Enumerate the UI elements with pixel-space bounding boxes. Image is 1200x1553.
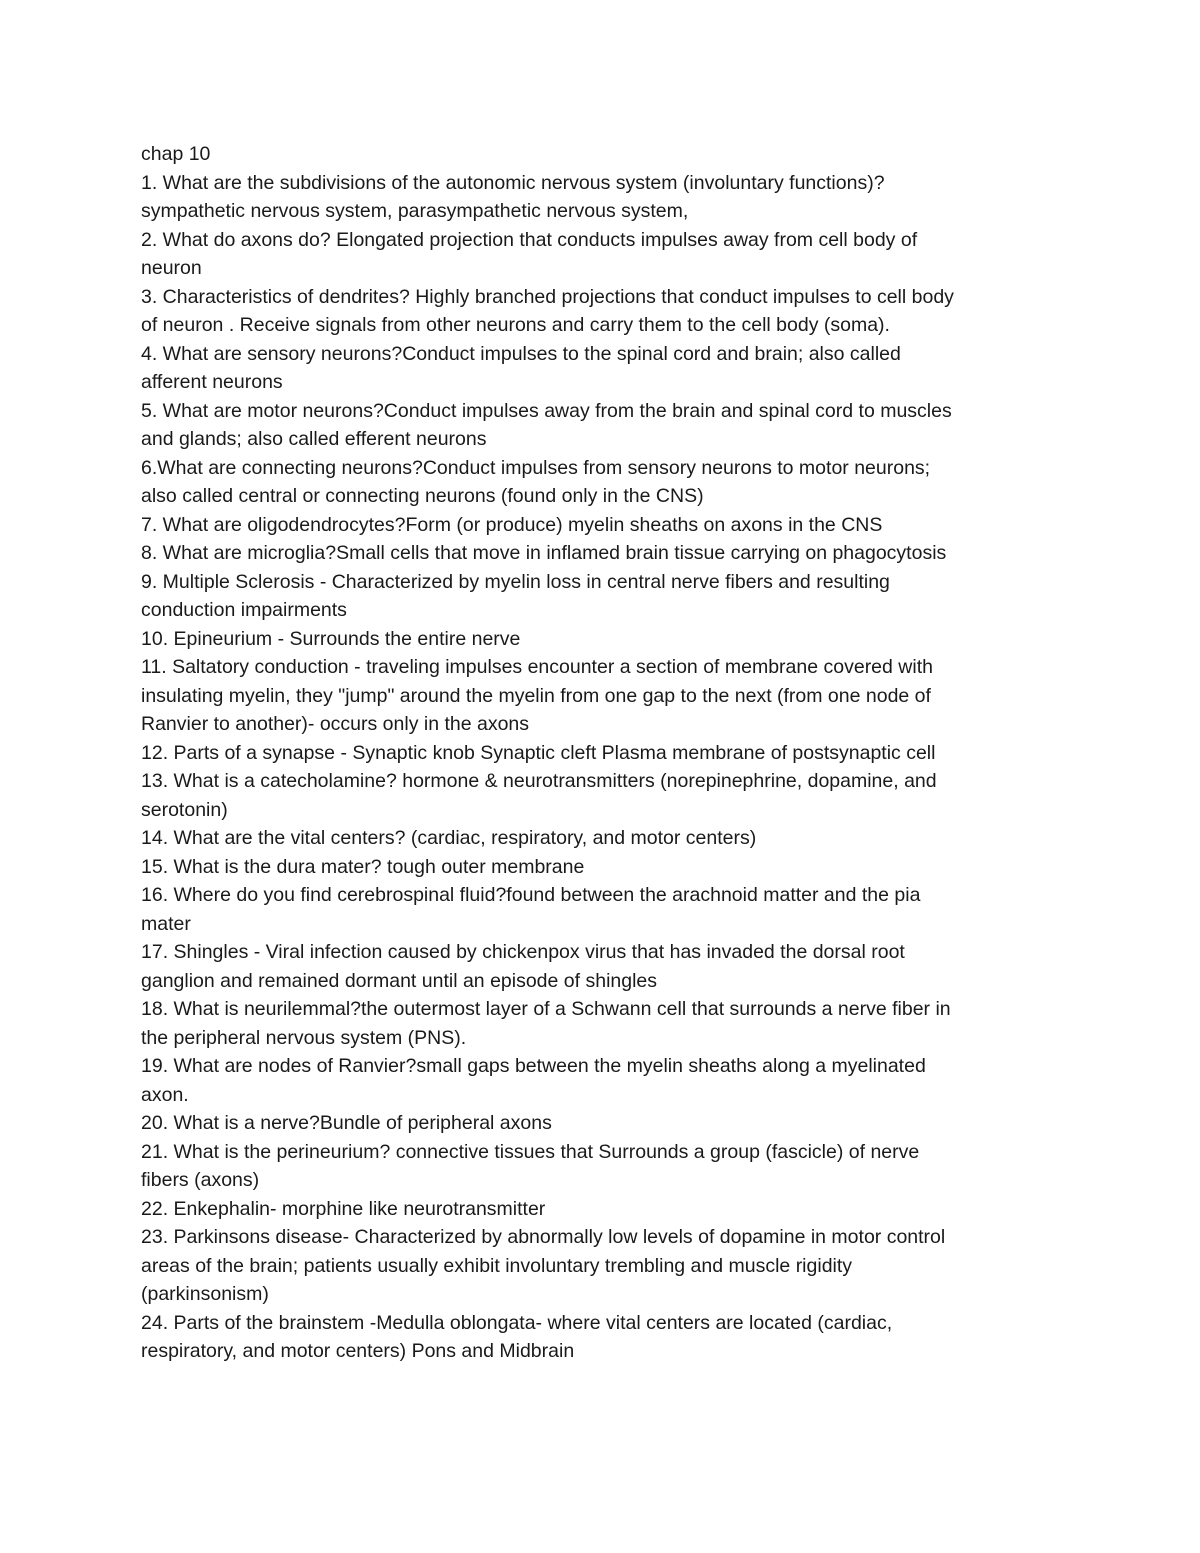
document-line: ganglion and remained dormant until an episode of shingles <box>141 969 658 992</box>
document-line: 4. What are sensory neurons?Conduct impulses to the spinal cord and brain; also called <box>141 342 901 365</box>
document-line: (parkinsonism) <box>141 1283 269 1305</box>
document-line: 24. Parts of the brainstem -Medulla oblongata- where vital centers are located (cardiac, <box>141 1311 893 1334</box>
document-line: 20. What is a nerve?Bundle of peripheral axons <box>141 1112 552 1134</box>
document-line: 12. Parts of a synapse - Synaptic knob Synaptic cleft Plasma membrane of postsynaptic cell <box>141 741 936 764</box>
document-line: neuron <box>141 257 202 279</box>
document-line: sympathetic nervous system, parasympathetic nervous system, <box>141 200 689 222</box>
document-line: 3. Characteristics of dendrites? Highly branched projections that conduct impulses to cell body <box>141 285 954 308</box>
document-line: areas of the brain; patients usually exhibit involuntary trembling and muscle rigidity <box>141 1254 853 1277</box>
document-line: afferent neurons <box>141 371 283 393</box>
document-line: 14. What are the vital centers? (cardiac, respiratory, and motor centers) <box>141 827 757 849</box>
document-line: 1. What are the subdivisions of the autonomic nervous system (involuntary functions)? <box>141 171 885 194</box>
document-line: 16. Where do you find cerebrospinal fluid?found between the arachnoid matter and the pia <box>141 884 921 906</box>
document-line: 17. Shingles - Viral infection caused by chickenpox virus that has invaded the dorsal root <box>141 941 905 963</box>
document-line: 9. Multiple Sclerosis - Characterized by myelin loss in central nerve fibers and resulting <box>141 570 890 593</box>
document-body <box>141 140 1061 1366</box>
document-line: 11. Saltatory conduction - traveling impulses encounter a section of membrane covered with <box>141 656 933 678</box>
document-line: insulating myelin, they "jump" around the myelin from one gap to the next (from one node of <box>141 684 931 707</box>
document-heading: chap 10 <box>141 143 211 165</box>
document-line: 23. Parkinsons disease- Characterized by abnormally low levels of dopamine in motor control <box>141 1226 946 1248</box>
document-line: mater <box>141 912 191 935</box>
document-line: respiratory, and motor centers) Pons and Midbrain <box>141 1340 575 1362</box>
document-line: of neuron . Receive signals from other neurons and carry them to the cell body (soma). <box>141 314 890 336</box>
document-line: fibers (axons) <box>141 1169 260 1191</box>
document-line: 8. What are microglia?Small cells that move in inflamed brain tissue carrying on phagocytosis <box>141 542 947 564</box>
document-line: 10. Epineurium - Surrounds the entire nerve <box>141 627 521 650</box>
document-line: conduction impairments <box>141 599 347 621</box>
document-line: also called central or connecting neurons (found only in the CNS) <box>141 485 704 507</box>
document-line: 19. What are nodes of Ranvier?small gaps between the myelin sheaths along a myelinated <box>141 1055 926 1077</box>
document-line: the peripheral nervous system (PNS). <box>141 1026 467 1049</box>
document-line: 18. What is neurilemmal?the outermost layer of a Schwann cell that surrounds a nerve fiber in <box>141 998 951 1020</box>
document-line: 22. Enkephalin- morphine like neurotransmitter <box>141 1197 546 1220</box>
document-line: 6.What are connecting neurons?Conduct impulses from sensory neurons to motor neurons; <box>141 456 931 479</box>
document-line: 13. What is a catecholamine? hormone & neurotransmitters (norepinephrine, dopamine, and <box>141 770 937 792</box>
document-line: and glands; also called efferent neurons <box>141 428 487 450</box>
document-line: axon. <box>141 1083 189 1106</box>
document-line: 2. What do axons do? Elongated projection that conducts impulses away from cell body of <box>141 228 918 251</box>
document-line: Ranvier to another)- occurs only in the axons <box>141 713 530 735</box>
document-line: 5. What are motor neurons?Conduct impulses away from the brain and spinal cord to muscles <box>141 399 952 422</box>
document-line: serotonin) <box>141 798 228 821</box>
document-line: 15. What is the dura mater? tough outer membrane <box>141 855 585 878</box>
document-line: 21. What is the perineurium? connective tissues that Surrounds a group (fascicle) of nerve <box>141 1140 920 1163</box>
document-line: 7. What are oligodendrocytes?Form (or produce) myelin sheaths on axons in the CNS <box>141 513 883 536</box>
